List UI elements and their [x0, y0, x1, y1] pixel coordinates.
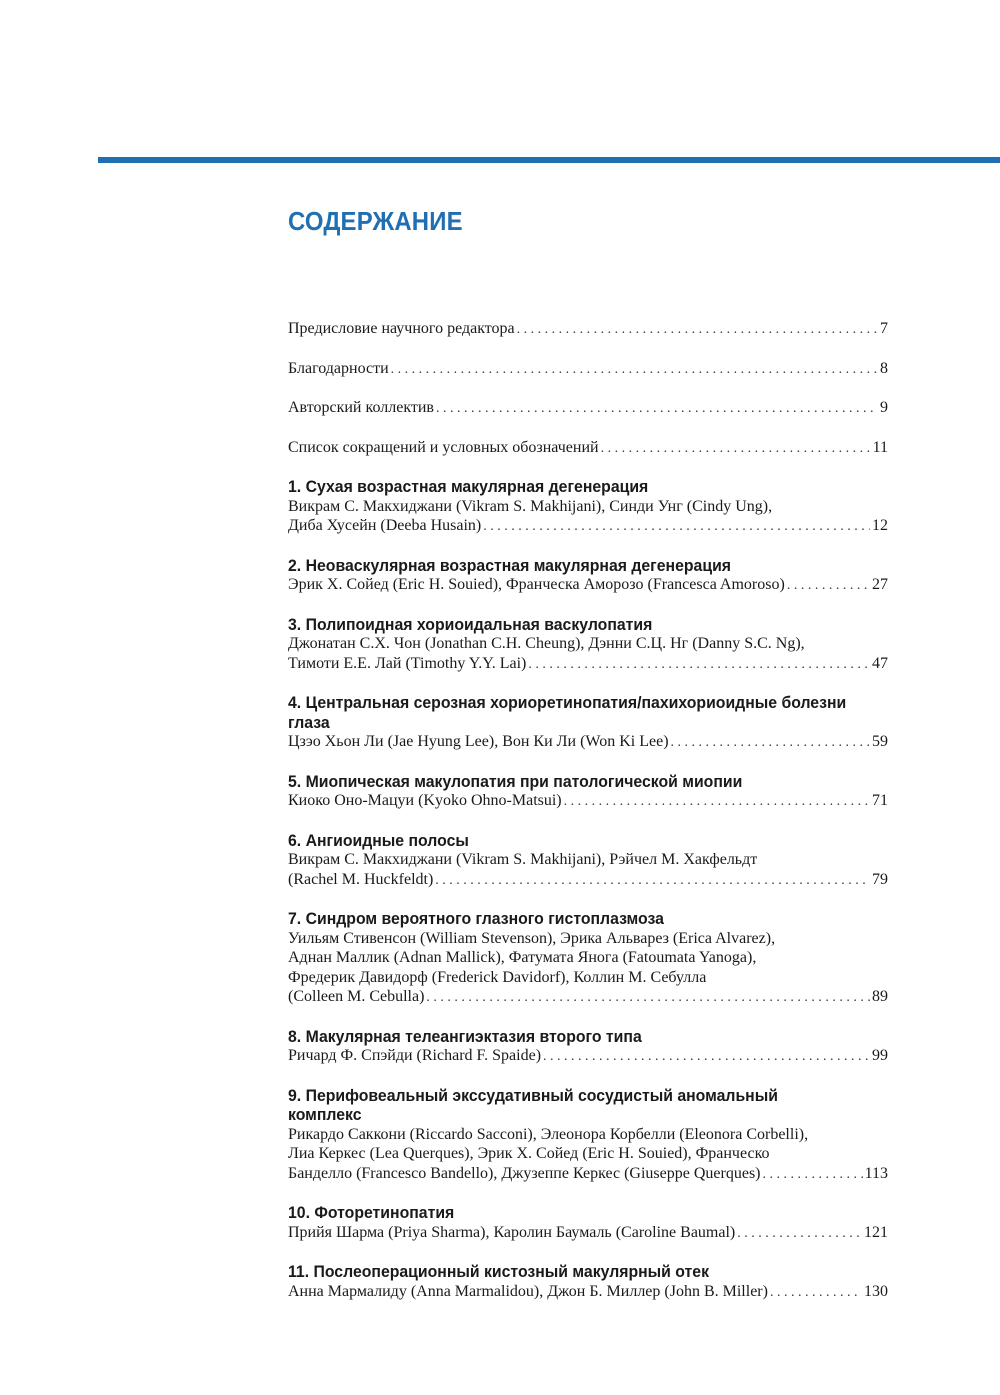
chapter-authors: Рикардо Саккони (Riccardo Sacconi), Элеонора Корбелли (Eleonora Corbelli),: [288, 1125, 809, 1143]
chapter-authors: Диба Хусейн (Deeba Husain): [288, 517, 482, 534]
chapter-title: 5. Миопическая макулопатия при патологической миопии: [288, 771, 743, 791]
toc-page-number: 11: [872, 438, 888, 456]
toc-chapter-4[interactable]: [288, 693, 888, 753]
leader-dots: [737, 1224, 862, 1244]
toc-chapter-10[interactable]: [288, 1203, 888, 1243]
leader-dots: [483, 517, 870, 537]
toc-chapter-2[interactable]: [288, 556, 888, 596]
toc-entry-acknowledgements[interactable]: [288, 359, 888, 380]
toc-entry-title: Список сокращений и условных обозначений: [288, 438, 599, 456]
chapter-authors: Аднан Маллик (Adnan Mallick), Фатумата Янога (Fatoumata Yanoga),: [288, 949, 757, 966]
chapter-authors: Ричард Ф. Спэйди (Richard F. Spaide): [288, 1047, 542, 1064]
chapter-title: 4. Центральная серозная хориоретинопатия/пахихориоидные болезни глаза: [288, 693, 847, 732]
chapter-title: 8. Макулярная телеангиэктазия второго типа: [288, 1026, 642, 1046]
toc-chapter-9[interactable]: [288, 1086, 888, 1185]
chapter-title: 9. Перифовеальный экссудативный сосудистый аномальный комплекс: [288, 1085, 778, 1124]
chapter-title: 10. Фоторетинопатия: [288, 1203, 455, 1222]
chapter-title: 2. Неоваскулярная возрастная макулярная дегенерация: [288, 555, 732, 575]
toc-page-number: 9: [880, 399, 888, 416]
toc-chapter-3[interactable]: [288, 615, 888, 675]
toc-page-number: 8: [880, 359, 888, 377]
toc-chapter-1[interactable]: [288, 477, 888, 537]
leader-dots: [601, 439, 871, 459]
toc-page-number: 89: [872, 988, 888, 1005]
toc-entry-contributors[interactable]: [288, 398, 888, 419]
toc-chapter-8[interactable]: [288, 1027, 888, 1067]
toc-page-number: 7: [880, 320, 888, 337]
chapter-authors: Анна Мармалиду (Anna Marmalidou), Джон Б. Миллер (John B. Miller): [288, 1282, 768, 1300]
table-of-contents: [288, 319, 888, 1302]
chapter-title: 11. Послеоперационный кистозный макулярный отек: [288, 1262, 709, 1281]
leader-dots: [787, 576, 870, 596]
chapter-authors: Фредерик Давидорф (Frederick Davidorf), Коллин М. Себулла: [288, 968, 707, 986]
chapter-authors: Уильям Стивенсон (William Stevenson), Эрика Альварез (Erica Alvarez),: [288, 929, 776, 947]
leader-dots: [763, 1165, 863, 1185]
leader-dots: [517, 320, 878, 340]
leader-dots: [770, 1283, 862, 1303]
leader-dots: [543, 1047, 870, 1067]
leader-dots: [436, 399, 878, 419]
leader-dots: [426, 988, 870, 1008]
leader-dots: [391, 360, 878, 380]
toc-chapter-7[interactable]: [288, 909, 888, 1008]
page-title: СОДЕРЖАНИЕ: [288, 206, 463, 236]
header-rule: [98, 157, 1000, 163]
chapter-authors: Цзэо Хьон Ли (Jae Hyung Lee), Вон Ки Ли (Won Ki Lee): [288, 733, 669, 750]
chapter-title: 6. Ангиоидные полосы: [288, 830, 469, 850]
toc-page-number: 121: [864, 1223, 888, 1241]
toc-page-number: 71: [872, 792, 888, 809]
chapter-title: 1. Сухая возрастная макулярная дегенерация: [288, 477, 649, 496]
toc-entry-preface[interactable]: [288, 319, 888, 340]
chapter-authors: Викрам С. Макхиджани (Vikram S. Makhijani), Рэйчел М. Хакфельдт: [288, 851, 758, 868]
chapter-authors: Прийя Шарма (Priya Sharma), Каролин Баумаль (Caroline Baumal): [288, 1223, 736, 1241]
toc-chapter-11[interactable]: [288, 1262, 888, 1302]
leader-dots: [671, 733, 870, 753]
chapter-authors: Викрам С. Макхиджани (Vikram S. Makhijani), Синди Унг (Cindy Ung),: [288, 497, 773, 515]
toc-page-number: 12: [872, 517, 888, 534]
toc-chapter-6[interactable]: [288, 831, 888, 891]
chapter-authors: Тимоти Е.Е. Лай (Timothy Y.Y. Lai): [288, 654, 527, 672]
chapter-title: 7. Синдром вероятного глазного гистоплазмоза: [288, 909, 664, 928]
toc-entry-title: Авторский коллектив: [288, 399, 434, 416]
leader-dots: [528, 655, 870, 675]
toc-page-number: 113: [864, 1164, 888, 1182]
chapter-authors: Лиа Керкес (Lea Querques), Эрик Х. Сойед (Eric H. Souied), Франческо: [288, 1145, 770, 1162]
toc-page-number: 99: [872, 1047, 888, 1064]
toc-entry-title: Благодарности: [288, 359, 389, 377]
chapter-authors: Киоко Оно-Мацуи (Kyoko Ohno-Matsui): [288, 792, 562, 809]
leader-dots: [564, 792, 870, 812]
toc-entry-title: Предисловие научного редактора: [288, 320, 515, 337]
chapter-title: 3. Полипоидная хориоидальная васкулопатия: [288, 614, 653, 634]
toc-page-number: 79: [872, 870, 888, 888]
toc-page-number: 27: [872, 576, 888, 593]
chapter-authors: Эрик Х. Сойед (Eric H. Souied), Франческа Аморозо (Francesca Amoroso): [288, 576, 785, 593]
leader-dots: [435, 871, 870, 891]
toc-page-number: 59: [872, 733, 888, 750]
chapter-authors: Джонатан С.Х. Чон (Jonathan C.H. Cheung), Дэнни С.Ц. Нг (Danny S.C. Ng),: [288, 635, 805, 652]
toc-chapter-5[interactable]: [288, 772, 888, 812]
chapter-authors: (Colleen M. Cebulla): [288, 988, 425, 1005]
chapter-authors: (Rachel M. Huckfeldt): [288, 870, 434, 888]
toc-page-number: 130: [864, 1282, 888, 1300]
toc-entry-abbreviations[interactable]: [288, 438, 888, 459]
chapter-authors: Банделло (Francesco Bandello), Джузеппе Керкес (Giuseppe Querques): [288, 1164, 761, 1182]
toc-page-number: 47: [872, 654, 888, 672]
